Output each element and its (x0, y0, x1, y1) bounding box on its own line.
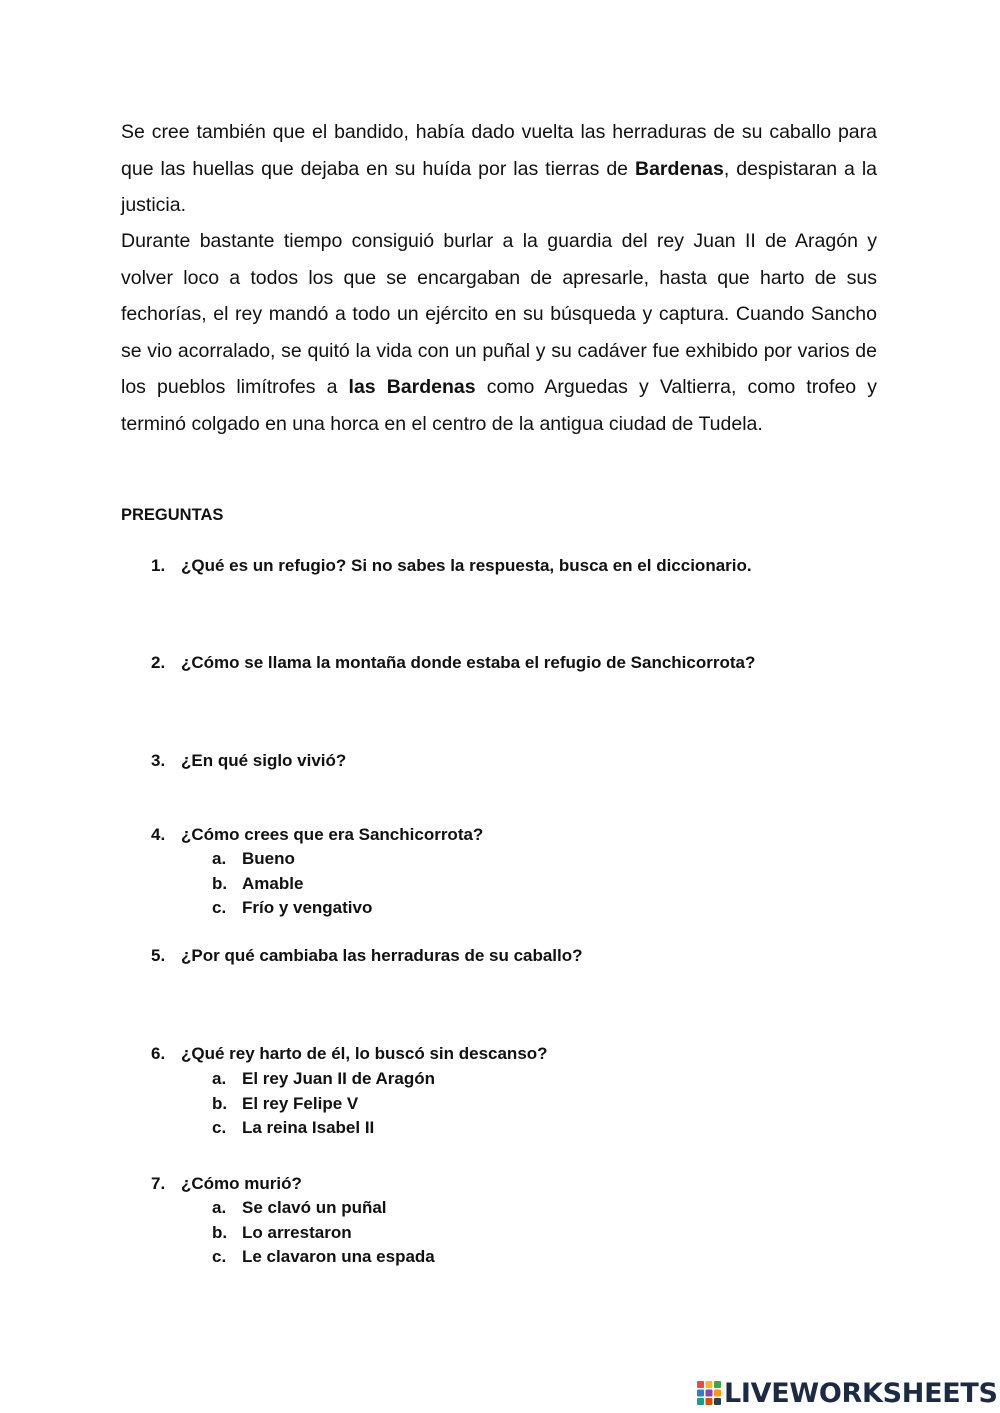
option-text: Se clavó un puñal (242, 1198, 387, 1217)
paragraph-1-text-end: , despistaran a la justicia. (121, 157, 878, 216)
question-3 (151, 751, 346, 771)
question-text: ¿Por qué cambiaba las herraduras de su caballo? (181, 946, 583, 965)
question-2 (151, 653, 755, 673)
option-b[interactable] (212, 1221, 435, 1246)
option-c[interactable] (212, 1116, 435, 1141)
question-number: 3. (151, 751, 166, 770)
option-b[interactable] (212, 872, 372, 897)
question-number: 2. (151, 653, 166, 672)
question-number: 4. (151, 825, 166, 844)
option-letter: b. (212, 1093, 228, 1113)
question-text: ¿Qué es un refugio? Si no sabes la respuesta, busca en el diccionario. (181, 556, 752, 575)
logo-text: LIVEWORKSHEETS (724, 1378, 998, 1409)
option-c[interactable] (212, 896, 372, 921)
paragraph-2-text-start: Durante bastante tiempo consiguió burlar a la guardia del rey Juan II de Aragón y volver loco a todos los que se encargaban de apresarle, hasta que harto de sus fechorías, el rey mandó a todo un ejército en su búsqueda y captura. Cuando Sancho se vio acorralado, se quitó la vida con un puñal y su cadáver fue exhibido por varios de los pueblos limítrofes a (121, 230, 877, 398)
paragraph-1-text-start: Se cree también que el bandido, había dado vuelta las herraduras de su caballo para que las huellas que dejaba en su huída por las tierras de (121, 121, 877, 180)
question-text: ¿Cómo murió? (181, 1174, 302, 1193)
paragraph-2-bold-term: las Bardenas (348, 376, 476, 398)
option-letter: c. (212, 898, 227, 918)
option-b[interactable] (212, 1092, 435, 1117)
question-text: ¿Qué rey harto de él, lo buscó sin descanso? (181, 1044, 548, 1063)
question-7-options (212, 1196, 435, 1270)
option-c[interactable] (212, 1245, 435, 1270)
option-letter: a. (212, 1198, 227, 1217)
option-letter: b. (212, 873, 228, 893)
questions-heading: PREGUNTAS (121, 506, 224, 524)
question-6-options (212, 1067, 435, 1141)
reading-paragraph-2 (121, 223, 877, 442)
option-text: La reina Isabel II (242, 1118, 375, 1138)
paragraph-2-text-end: como Arguedas y Valtierra, como trofeo y terminó colgado en una horca en el centro de la antigua ciudad de Tudela. (121, 376, 877, 435)
paragraph-1-bold-term: Bardenas (634, 157, 724, 180)
question-1 (151, 556, 752, 576)
option-a[interactable] (212, 1196, 435, 1221)
question-5 (151, 946, 583, 966)
option-text: Frío y vengativo (242, 898, 373, 918)
liveworksheets-logo[interactable] (696, 1378, 998, 1410)
reading-paragraph-1 (121, 114, 877, 224)
question-number: 5. (151, 946, 166, 965)
option-text: Amable (242, 873, 304, 893)
question-4 (151, 825, 483, 845)
question-number: 6. (151, 1044, 166, 1063)
option-text: El rey Juan II de Aragón (242, 1069, 436, 1088)
option-letter: a. (212, 1069, 227, 1088)
option-letter: c. (212, 1118, 227, 1138)
option-text: El rey Felipe V (242, 1093, 359, 1113)
option-a[interactable] (212, 847, 372, 872)
question-4-options (212, 847, 372, 921)
option-text: Le clavaron una espada (242, 1247, 435, 1267)
option-letter: c. (212, 1247, 227, 1267)
option-text: Bueno (242, 849, 295, 868)
question-7 (151, 1174, 302, 1194)
option-letter: a. (212, 849, 227, 868)
option-text: Lo arrestaron (242, 1222, 352, 1242)
question-text: ¿Cómo se llama la montaña donde estaba el refugio de Sanchicorrota? (181, 653, 756, 672)
option-a[interactable] (212, 1067, 435, 1092)
question-number: 7. (151, 1174, 166, 1193)
liveworksheets-logo-icon (696, 1379, 722, 1409)
question-6 (151, 1044, 548, 1064)
question-text: ¿En qué siglo vivió? (181, 751, 347, 770)
option-letter: b. (212, 1222, 228, 1242)
question-text: ¿Cómo crees que era Sanchicorrota? (181, 825, 484, 844)
question-number: 1. (151, 556, 166, 575)
